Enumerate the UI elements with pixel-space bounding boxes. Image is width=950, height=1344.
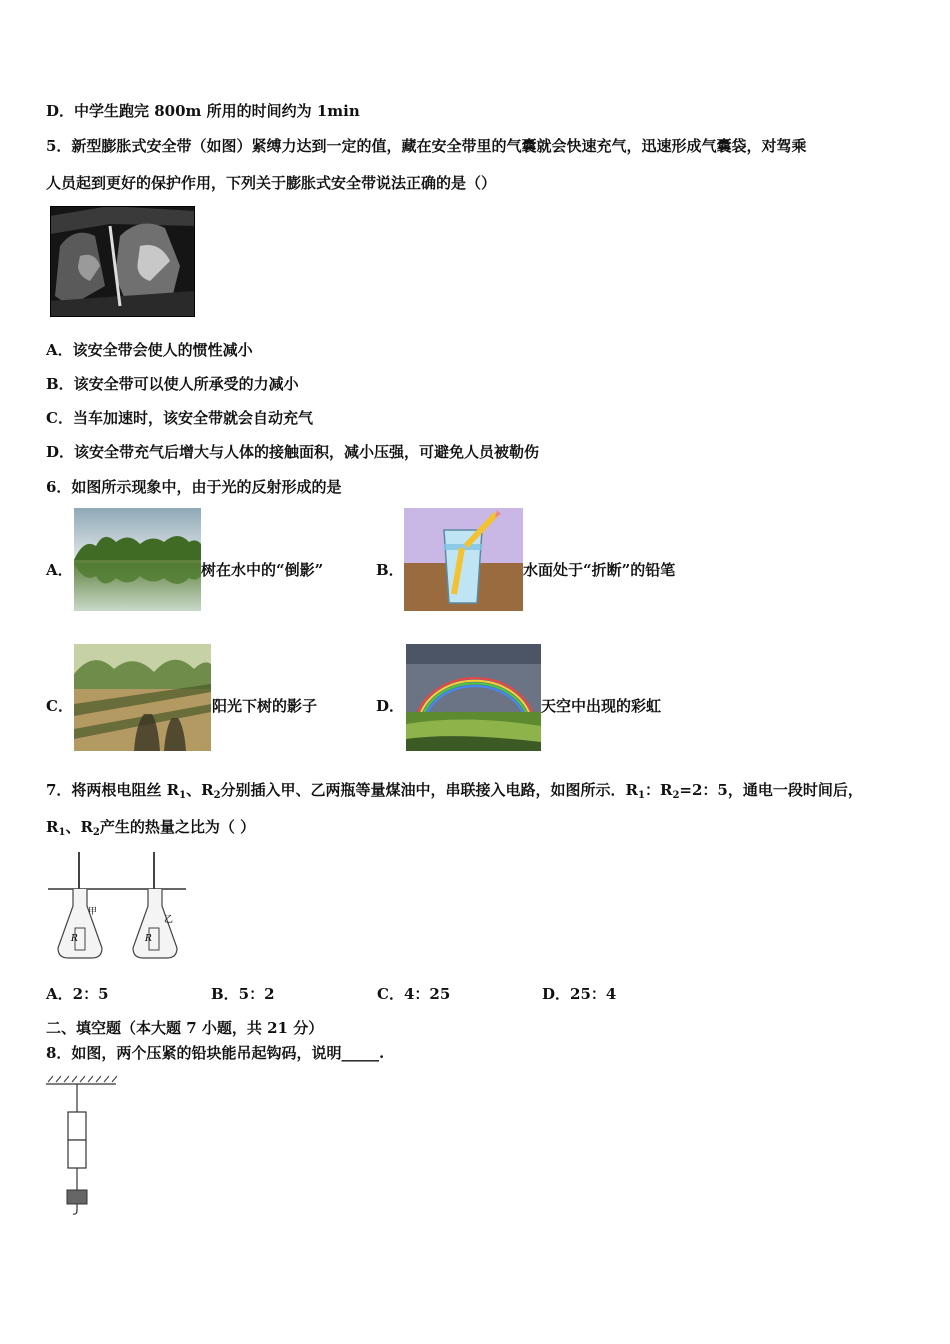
q5-option-d: D．该安全带充气后增大与人体的接触面积，减小压强，可避免人员被勒伤 <box>46 443 540 461</box>
q5-stem-line1: 5．新型膨胀式安全带（如图）紧缚力达到一定的值，藏在安全带里的气囊就会快速充气，迅速形成气囊袋，对驾乘 <box>46 137 807 155</box>
flask-2-resistor-label: R <box>145 934 152 944</box>
q7-stem-line2: $R_1$、$R_2$产生的热量之比为（ ） <box>46 818 256 838</box>
q7-option-a: A．2：5 <box>46 985 109 1003</box>
q7-option-c: C．4：25 <box>377 985 451 1003</box>
q7-stem-line1: 7．将两根电阻丝 $R_1$、$R_2$分别插入甲、乙两瓶等量煤油中，串联接入电路，如图所示．$R_1$：$R_2=2$：5，通电一段时间后， <box>46 781 863 801</box>
q8-stem: 8．如图，两个压紧的铅块能吊起钩码，说明_____. <box>46 1044 385 1062</box>
flask-1-label: 甲 <box>88 907 98 917</box>
section-2-title: 二、填空题（本大题 7 小题，共 21 分） <box>46 1019 324 1037</box>
q6-option-a-letter: A． <box>46 561 73 579</box>
tree-reflection-photo <box>74 508 201 611</box>
q5-option-b: B．该安全带可以使人所承受的力减小 <box>46 375 299 393</box>
pencil-in-water-drawing <box>404 508 523 611</box>
q6-option-b-caption: 水面处于“折断”的铅笔 <box>523 561 676 579</box>
q4-option-d: D．中学生跑完 800m 所用的时间约为 1min <box>46 102 360 120</box>
q7-option-d: D．25：4 <box>542 985 617 1003</box>
tree-shadow-photo <box>74 644 211 751</box>
rainbow-photo <box>406 644 541 751</box>
q6-option-d-letter: D． <box>376 697 405 715</box>
q5-option-a: A．该安全带会使人的惯性减小 <box>46 341 253 359</box>
q7-option-b: B．5：2 <box>211 985 275 1003</box>
q6-option-b-letter: B． <box>376 561 404 579</box>
q6-option-c-caption: 阳光下树的影子 <box>212 697 318 715</box>
q6-option-a-caption: 树在水中的“倒影” <box>201 561 324 579</box>
seatbelt-photo <box>50 206 195 317</box>
flask-circuit-diagram <box>46 848 191 966</box>
q6-option-c-letter: C． <box>46 697 73 715</box>
flask-1-resistor-label: R <box>71 934 78 944</box>
flask-2-label: 乙 <box>164 915 174 925</box>
q6-stem: 6．如图所示现象中，由于光的反射形成的是 <box>46 478 342 496</box>
q6-option-d-caption: 天空中出现的彩虹 <box>541 697 662 715</box>
q5-stem-line2: 人员起到更好的保护作用，下列关于膨胀式安全带说法正确的是（） <box>46 174 497 192</box>
q5-option-c: C．当车加速时，该安全带就会自动充气 <box>46 409 313 427</box>
lead-blocks-hook-diagram <box>44 1072 120 1218</box>
